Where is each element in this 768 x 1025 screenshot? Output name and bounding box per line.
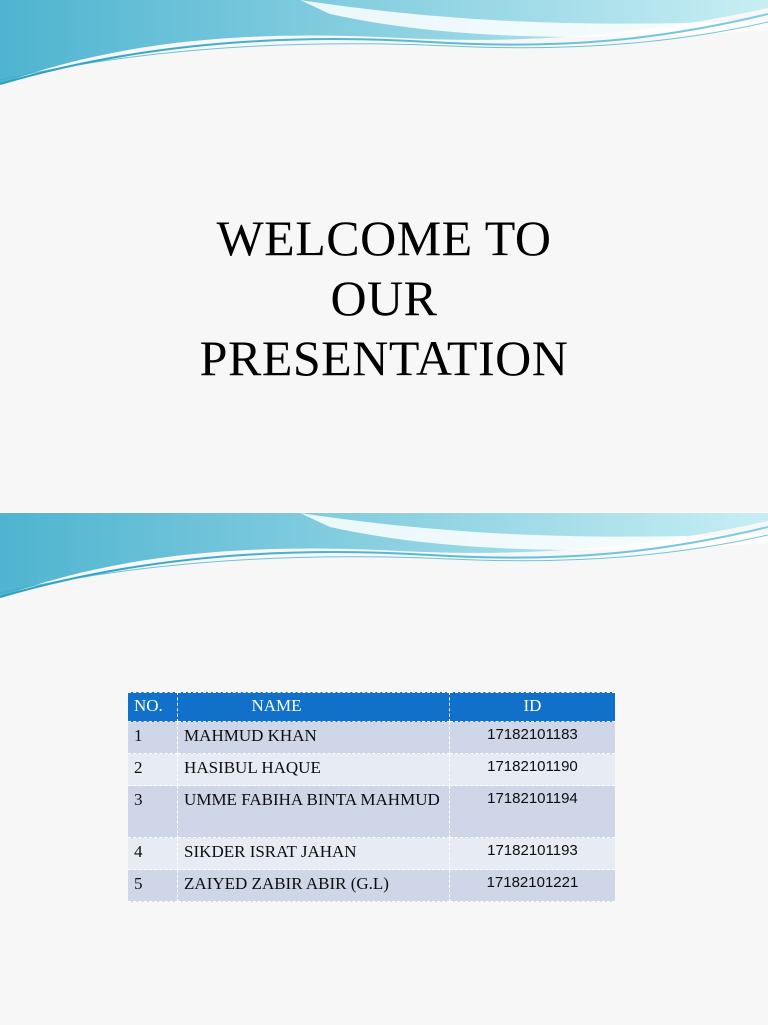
title-line: PRESENTATION — [199, 330, 569, 386]
cell-name: HASIBUL HAQUE — [178, 754, 450, 786]
table-row — [128, 786, 615, 838]
cell-name: MAHMUD KHAN — [178, 722, 450, 754]
cell-no: 3 — [128, 786, 178, 838]
cell-name: SIKDER ISRAT JAHAN — [178, 838, 450, 870]
cell-no: 4 — [128, 838, 178, 870]
table-row — [128, 870, 615, 902]
slide-title — [0, 208, 768, 388]
cell-id: 17182101190 — [450, 754, 615, 786]
table-row — [128, 722, 615, 754]
table-header-row — [128, 692, 615, 722]
cell-id: 17182101221 — [450, 870, 615, 902]
table-row — [128, 838, 615, 870]
wave-decoration — [0, 513, 768, 613]
cell-id: 17182101194 — [450, 786, 615, 838]
wave-decoration — [0, 0, 768, 100]
header-name: NAME — [178, 692, 450, 722]
slide-welcome — [0, 0, 768, 512]
team-members-table — [128, 692, 615, 902]
cell-no: 2 — [128, 754, 178, 786]
header-id: ID — [450, 692, 615, 722]
cell-id: 17182101183 — [450, 722, 615, 754]
cell-no: 5 — [128, 870, 178, 902]
header-no: NO. — [128, 692, 178, 722]
cell-name: ZAIYED ZABIR ABIR (G.L) — [178, 870, 450, 902]
cell-no: 1 — [128, 722, 178, 754]
title-line: OUR — [330, 270, 438, 326]
table-row — [128, 754, 615, 786]
slide-team — [0, 512, 768, 1025]
cell-id: 17182101193 — [450, 838, 615, 870]
title-line: WELCOME TO — [216, 210, 552, 266]
cell-name: UMME FABIHA BINTA MAHMUD — [178, 786, 450, 838]
